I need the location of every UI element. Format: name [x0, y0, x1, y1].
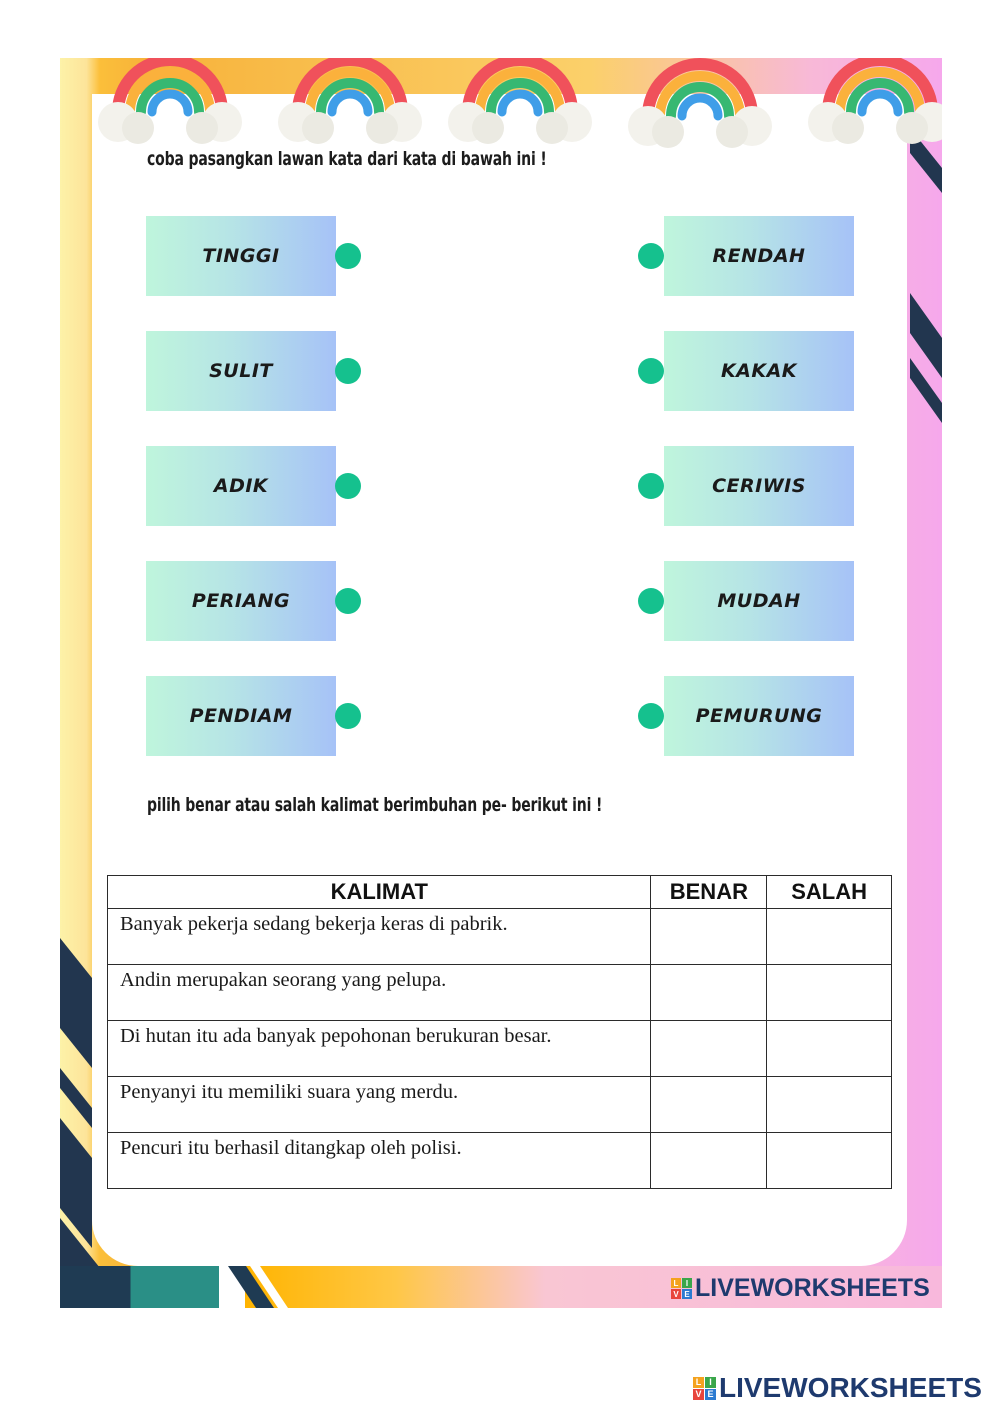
right-match-dot-5[interactable] — [638, 703, 664, 729]
right-word-5: PEMURUNG — [664, 676, 854, 756]
sentence-text: Pencuri itu berhasil ditangkap oleh polisi. — [120, 1137, 462, 1159]
logo-letter-tile: V — [693, 1389, 704, 1400]
table-row — [108, 1133, 892, 1189]
right-word-1: RENDAH — [664, 216, 854, 296]
left-match-dot-2[interactable] — [335, 358, 361, 384]
logo-letter-tile: I — [682, 1278, 692, 1288]
left-match-dot-4[interactable] — [335, 588, 361, 614]
left-match-dot-3[interactable] — [335, 473, 361, 499]
benar-answer-cell[interactable] — [651, 1133, 767, 1189]
logo-letter-tile: V — [671, 1289, 681, 1299]
logo-letter-tile: L — [693, 1377, 704, 1388]
right-word-4: MUDAH — [664, 561, 854, 641]
salah-answer-cell[interactable] — [767, 1133, 892, 1189]
sentence-cell — [108, 1021, 651, 1077]
column-header-benar: BENAR — [651, 876, 767, 909]
logo-letter-tile: E — [705, 1389, 716, 1400]
rainbow-cloud-icon — [60, 58, 942, 152]
left-word-3: ADIK — [146, 446, 336, 526]
right-match-dot-3[interactable] — [638, 473, 664, 499]
right-match-dot-4[interactable] — [638, 588, 664, 614]
left-match-dot-1[interactable] — [335, 243, 361, 269]
liveworksheets-logo[interactable] — [693, 1372, 982, 1404]
matching-instruction: coba pasangkan lawan kata dari kata di bawah ini ! — [147, 148, 547, 170]
sentence-cell — [108, 909, 651, 965]
brand-name: LIVEWORKSHEETS — [695, 1274, 930, 1302]
salah-answer-cell[interactable] — [767, 909, 892, 965]
true-false-table — [107, 875, 892, 1189]
left-word-2: SULIT — [146, 331, 336, 411]
right-word-2: KAKAK — [664, 331, 854, 411]
column-header-salah: SALAH — [767, 876, 892, 909]
salah-answer-cell[interactable] — [767, 965, 892, 1021]
logo-letter-tile: L — [671, 1278, 681, 1288]
table-row — [108, 965, 892, 1021]
logo-letter-tile: E — [682, 1289, 692, 1299]
logo-letter-tile: I — [705, 1377, 716, 1388]
sentence-text: Di hutan itu ada banyak pepohonan berukuran besar. — [120, 1025, 552, 1047]
salah-answer-cell[interactable] — [767, 1021, 892, 1077]
sentence-cell — [108, 965, 651, 1021]
right-word-3: CERIWIS — [664, 446, 854, 526]
sentence-text: Penyanyi itu memiliki suara yang merdu. — [120, 1081, 459, 1103]
liveworksheets-logo-inner — [671, 1274, 930, 1303]
right-match-dot-1[interactable] — [638, 243, 664, 269]
true-false-instruction: pilih benar atau salah kalimat berimbuhan pe- berikut ini ! — [147, 794, 603, 816]
table-row — [108, 1077, 892, 1133]
benar-answer-cell[interactable] — [651, 1077, 767, 1133]
left-word-5: PENDIAM — [146, 676, 336, 756]
salah-answer-cell[interactable] — [767, 1077, 892, 1133]
table-row — [108, 909, 892, 965]
table-header-row — [108, 876, 892, 909]
left-word-4: PERIANG — [146, 561, 336, 641]
liveworksheets-mark-icon — [693, 1377, 716, 1400]
benar-answer-cell[interactable] — [651, 965, 767, 1021]
sentence-cell — [108, 1133, 651, 1189]
left-word-1: TINGGI — [146, 216, 336, 296]
sentence-text: Andin merupakan seorang yang pelupa. — [120, 969, 447, 991]
sentence-cell — [108, 1077, 651, 1133]
benar-answer-cell[interactable] — [651, 1021, 767, 1077]
benar-answer-cell[interactable] — [651, 909, 767, 965]
sentence-text: Banyak pekerja sedang bekerja keras di pabrik. — [120, 913, 508, 935]
left-match-dot-5[interactable] — [335, 703, 361, 729]
column-header-kalimat: KALIMAT — [108, 876, 651, 909]
right-match-dot-2[interactable] — [638, 358, 664, 384]
brand-name: LIVEWORKSHEETS — [719, 1372, 982, 1403]
liveworksheets-mark-icon — [671, 1278, 692, 1299]
table-row — [108, 1021, 892, 1077]
